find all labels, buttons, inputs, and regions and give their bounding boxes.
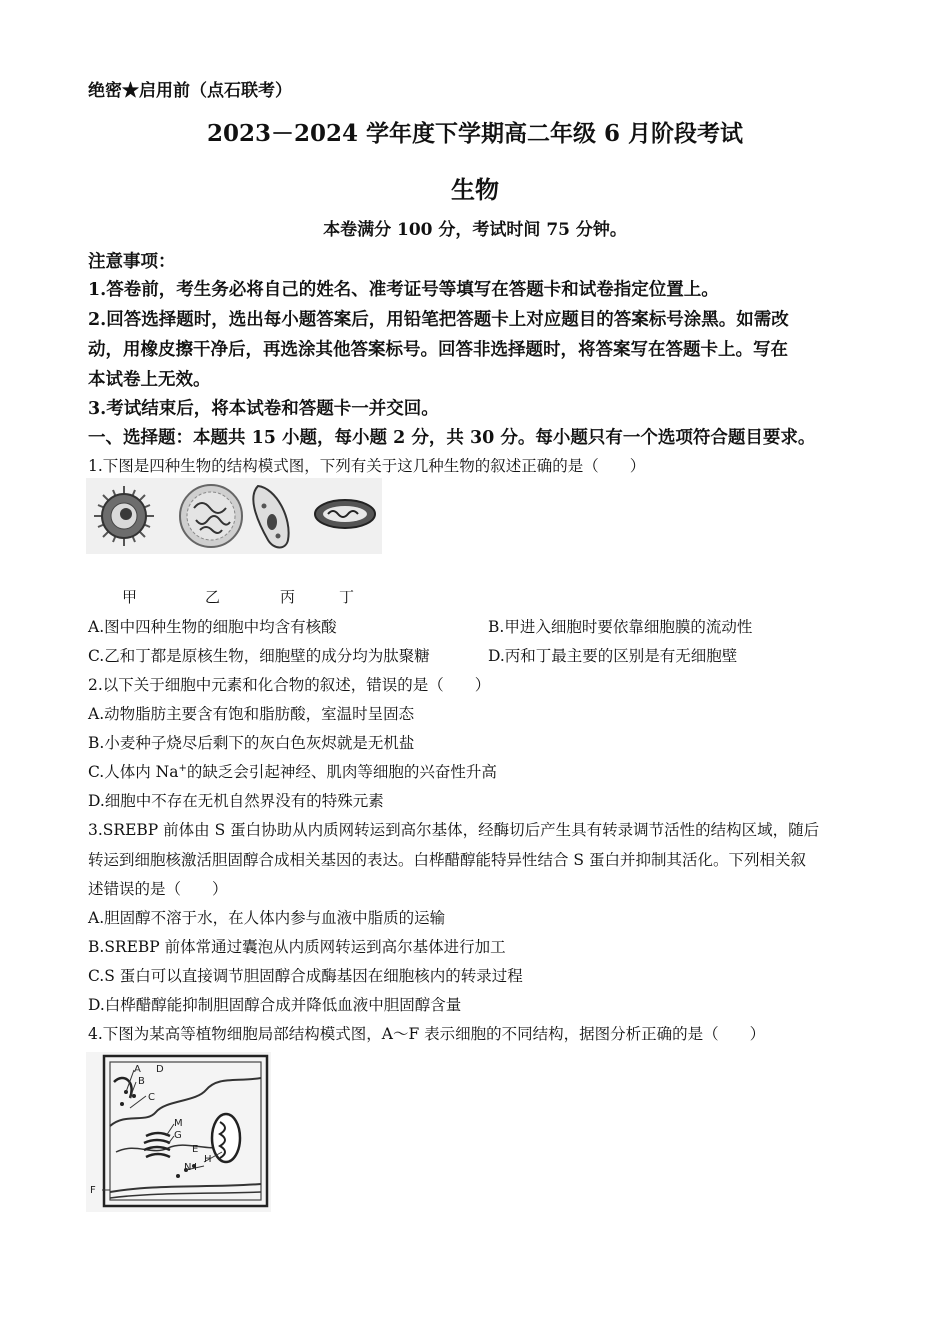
- fig-label-c: C: [148, 1092, 155, 1103]
- question-3-stem-line: 述错误的是（ ）: [88, 880, 228, 898]
- q2-option-c-pre: C.人体内 Na: [88, 763, 179, 781]
- question-1-stem: 1.下图是四种生物的结构模式图，下列有关于这几种生物的叙述正确的是（ ）: [88, 457, 646, 475]
- fig-label-f: F: [90, 1185, 96, 1196]
- fig-label-g: G: [174, 1130, 182, 1141]
- note-line: 1.答卷前，考生务必将自己的姓名、准考证号等填写在答题卡和试卷指定位置上。: [88, 280, 719, 300]
- question-3-stem-line: 转运到细胞核激活胆固醇合成相关基因的表达。白桦醋醇能特异性结合 S 蛋白并抑制其活化。下列相关叙: [88, 851, 806, 869]
- question-4-stem: 4.下图为某高等植物细胞局部结构模式图，A～F 表示细胞的不同结构，据图分析正确的是（ ）: [88, 1025, 766, 1043]
- fig-label-a: A: [134, 1064, 141, 1075]
- fig-label-i: I: [194, 1162, 197, 1173]
- note-line: 2.回答选择题时，选出每小题答案后，用铅笔把答题卡上对应题目的答案标号涂黑。如需改: [88, 310, 789, 330]
- q2-option-c-post: 的缺乏会引起神经、肌肉等细胞的兴奋性升高: [186, 763, 497, 781]
- figure-label: 甲: [122, 588, 138, 606]
- q2-option-d: D.细胞中不存在无机自然界没有的特殊元素: [88, 792, 384, 810]
- q2-option-a: A.动物脂肪主要含有饱和脂肪酸，室温时呈固态: [88, 705, 415, 723]
- fig-label-b: B: [138, 1076, 145, 1087]
- q3-option-d: D.白桦醋醇能抑制胆固醇合成并降低血液中胆固醇含量: [88, 996, 462, 1014]
- note-line: 本试卷上无效。: [88, 370, 211, 390]
- fig-label-h: H: [204, 1154, 212, 1165]
- fig-label-n: N: [184, 1162, 192, 1173]
- figure-label: 丙: [280, 588, 296, 606]
- q1-option-b: B.甲进入细胞时要依靠细胞膜的流动性: [488, 618, 753, 636]
- q4-plant-cell-figure: [86, 1052, 271, 1212]
- q2-option-c: [88, 760, 497, 782]
- q3-option-c: C.S 蛋白可以直接调节胆固醇合成酶基因在细胞核内的转录过程: [88, 967, 523, 985]
- confidential-mark: 绝密★启用前（点石联考）: [88, 81, 292, 101]
- figure-label: 丁: [339, 588, 355, 606]
- bacterium-icon: [315, 500, 375, 528]
- fig-label-m: M: [174, 1118, 183, 1129]
- figure-label: 乙: [205, 588, 221, 606]
- q2-option-c-sup: +: [178, 762, 187, 774]
- note-line: 动，用橡皮擦干净后，再选涂其他答案标号。回答非选择题时，将答案写在答题卡上。写在: [88, 340, 788, 360]
- q1-option-d: D.丙和丁最主要的区别是有无细胞壁: [488, 647, 738, 665]
- note-line: 3.考试结束后，将本试卷和答题卡一并交回。: [88, 399, 439, 419]
- q3-option-a: A.胆固醇不溶于水，在人体内参与血液中脂质的运输: [88, 909, 446, 927]
- q1-option-a: A.图中四种生物的细胞中均含有核酸: [88, 618, 337, 636]
- fig-label-e: E: [192, 1144, 199, 1155]
- full-mark-info: 本卷满分 100 分，考试时间 75 分钟。: [323, 220, 627, 240]
- q3-option-b: B.SREBP 前体常通过囊泡从内质网转运到高尔基体进行加工: [88, 938, 506, 956]
- section-heading: 一、选择题：本题共 15 小题，每小题 2 分，共 30 分。每小题只有一个选项符合题目要求。: [88, 428, 816, 448]
- q1-option-c: C.乙和丁都是原核生物，细胞壁的成分均为肽聚糖: [88, 647, 430, 665]
- notes-heading: 注意事项：: [88, 252, 176, 272]
- q1-organisms-figure: [86, 478, 382, 554]
- subject-title: 生物: [451, 175, 499, 204]
- question-3-stem-line: 3.SREBP 前体由 S 蛋白协助从内质网转运到高尔基体，经酶切后产生具有转录调节活性的结构区域，随后: [88, 821, 820, 839]
- virus-icon: [94, 486, 154, 546]
- fig-label-d: D: [156, 1064, 164, 1075]
- q2-option-b: B.小麦种子烧尽后剩下的灰白色灰烬就是无机盐: [88, 734, 415, 752]
- exam-title: 2023－2024 学年度下学期高二年级 6 月阶段考试: [206, 120, 744, 147]
- question-2-stem: 2.以下关于细胞中元素和化合物的叙述，错误的是（ ）: [88, 676, 491, 694]
- cell-icon: [180, 485, 242, 547]
